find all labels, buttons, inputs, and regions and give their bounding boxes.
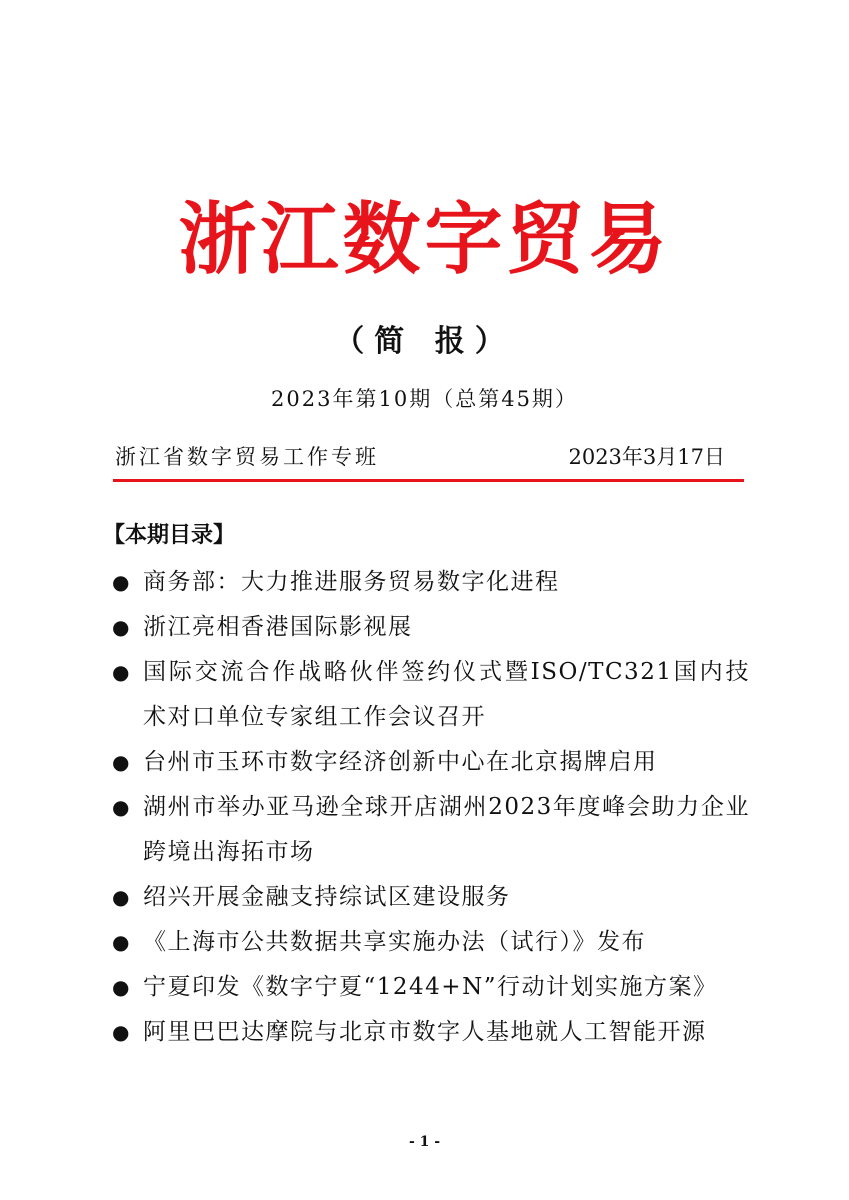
page-number: - 1 - (408, 1134, 441, 1150)
issue-date: 2023年3月17日 (568, 445, 725, 469)
header-divider (113, 479, 744, 482)
bullet-icon: ● (112, 795, 131, 819)
bullet-icon: ● (112, 660, 131, 684)
bullet-icon: ● (112, 975, 131, 999)
toc-item-text: 商务部：大力推进服务贸易数字化进程 (143, 569, 560, 595)
toc-item-text: 台州市玉环市数字经济创新中心在北京揭牌启用 (143, 749, 658, 775)
bullet-icon: ● (112, 750, 131, 774)
toc-item-text: 宁夏印发《数字宁夏“1244+N”行动计划实施方案》 (143, 974, 718, 1000)
toc-item[interactable] (110, 785, 750, 875)
table-of-contents (110, 560, 750, 1055)
publication-subtitle: （简 报） (334, 324, 515, 359)
toc-item-text: 湖州市举办亚马逊全球开店湖州2023年度峰会助力企业跨境出海拓市场 (143, 794, 750, 865)
bullet-icon: ● (112, 885, 131, 909)
bullet-icon: ● (112, 615, 131, 639)
issue-number: 2023年第10期（总第45期） (271, 387, 578, 411)
toc-item-text: 浙江亮相香港国际影视展 (143, 614, 413, 640)
toc-item[interactable] (110, 920, 750, 965)
toc-item[interactable] (110, 1010, 750, 1055)
toc-item[interactable] (110, 875, 750, 920)
toc-item-text: 国际交流合作战略伙伴签约仪式暨ISO/TC321国内技术对口单位专家组工作会议召开 (143, 659, 750, 730)
toc-heading: 【本期目录】 (103, 523, 236, 548)
issuing-organization: 浙江省数字贸易工作专班 (115, 445, 379, 469)
bullet-icon: ● (112, 570, 131, 594)
toc-item[interactable] (110, 740, 750, 785)
toc-item-text: 绍兴开展金融支持综试区建设服务 (143, 884, 511, 910)
toc-item[interactable] (110, 560, 750, 605)
bullet-icon: ● (112, 930, 131, 954)
toc-item[interactable] (110, 650, 750, 740)
toc-item[interactable] (110, 605, 750, 650)
publication-title: 浙江数字贸易 (178, 194, 671, 285)
toc-item-text: 《上海市公共数据共享实施办法（试行）》发布 (143, 929, 646, 955)
toc-item[interactable] (110, 965, 750, 1010)
bullet-icon: ● (112, 1020, 131, 1044)
toc-item-text: 阿里巴巴达摩院与北京市数字人基地就人工智能开源 (143, 1019, 707, 1045)
